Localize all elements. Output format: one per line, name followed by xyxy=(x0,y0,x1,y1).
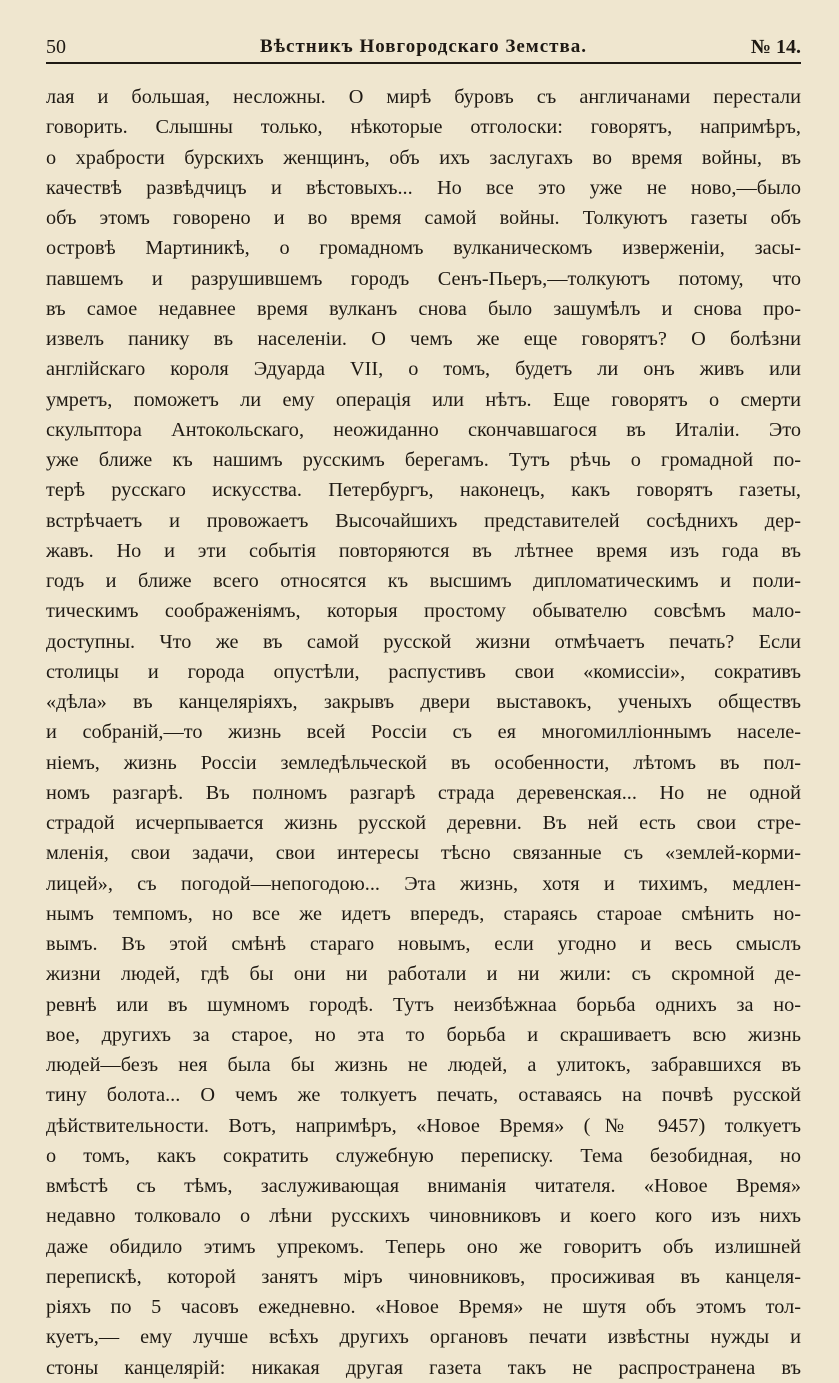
text-line: павшемъ и разрушившемъ городъ Сенъ-Пьеръ,—толкуютъ потому, что xyxy=(46,267,801,290)
text-line: островѣ Мартиникѣ, о громадномъ вулканическомъ изверженіи, засы- xyxy=(46,237,801,260)
text-line: страдой исчерпывается жизнь русской деревни. Въ ней есть свои стре- xyxy=(46,812,801,834)
text-line: тическимъ соображеніямъ, которыя простому обывателю совсѣмъ мало- xyxy=(46,600,801,623)
page-number: 50 xyxy=(46,36,66,58)
text-line: ревнѣ или въ шумномъ городѣ. Тутъ неизбѣжнаа борьба однихъ за но- xyxy=(46,993,801,1016)
text-line: недавно толковало о лѣни русскихъ чиновниковъ и коего кого изъ нихъ xyxy=(46,1205,801,1228)
issue-number: № 14. xyxy=(750,36,801,58)
text-line: ріяхъ по 5 часовъ ежедневно. «Новое Время» не шутя объ этомъ тол- xyxy=(46,1296,801,1318)
text-line: умретъ, поможетъ ли ему операція или нѣтъ. Еще говорятъ о смерти xyxy=(46,388,801,411)
text-line: жизни людей, гдѣ бы они ни работали и ни жили: съ скромной де- xyxy=(46,963,801,986)
text-line: перепискѣ, которой занятъ міръ чиновниковъ, просиживая въ канцеля- xyxy=(46,1265,801,1288)
text-line: куетъ,— ему лучше всѣхъ другихъ органовъ печати извѣстны нужды и xyxy=(46,1326,801,1349)
text-line: лая и большая, несложны. О мирѣ буровъ съ англичанами перестали xyxy=(46,86,801,108)
text-line: доступны. Что же въ самой русской жизни отмѣчаетъ печать? Если xyxy=(46,630,801,653)
text-line: говорить. Слышны только, нѣкоторые отголоски: говорятъ, напримѣръ, xyxy=(46,116,801,139)
text-line: даже обидило этимъ упрекомъ. Теперь оно же говоритъ объ излишней xyxy=(46,1235,801,1258)
text-line: о храбрости бурскихъ женщинъ, объ ихъ заслугахъ во время войны, въ xyxy=(46,146,801,169)
text-line: вое, другихъ за старое, но эта то борьба и скрашиваетъ всю жизнь xyxy=(46,1023,801,1046)
text-line: уже ближе къ нашимъ русскимъ берегамъ. Тутъ рѣчь о громадной по- xyxy=(46,449,801,471)
text-line: встрѣчаетъ и провожаетъ Высочайшихъ представителей сосѣднихъ дер- xyxy=(46,509,801,532)
text-line: жавъ. Но и эти событія повторяются въ лѣтнее время изъ года въ xyxy=(46,539,801,562)
text-line: столицы и города опустѣли, распустивъ свои «комиссіи», сокративъ xyxy=(46,660,801,683)
text-line: людей—безъ нея была бы жизнь не людей, а улитокъ, забравшихся въ xyxy=(46,1054,801,1076)
text-line: вымъ. Въ этой смѣнѣ стараго новымъ, если угодно и весь смыслъ xyxy=(46,933,801,955)
text-line: скульптора Антокольскаго, неожиданно скончавшагося въ Италіи. Это xyxy=(46,418,801,441)
header-rule xyxy=(46,62,801,64)
text-line: о томъ, какъ сократить служебную переписку. Тема безобидная, но xyxy=(46,1144,801,1167)
text-line: извелъ панику въ населеніи. О чемъ же еще говорятъ? О болѣзни xyxy=(46,328,801,350)
text-line: номъ разгарѣ. Въ полномъ разгарѣ страда деревенская... Но не одной xyxy=(46,781,801,804)
body-text xyxy=(46,82,801,1383)
text-line: объ этомъ говорено и во время самой войны. Толкуютъ газеты объ xyxy=(46,207,801,229)
text-line: мленія, свои задачи, свои интересы тѣсно связанные съ «землей-корми- xyxy=(46,842,801,865)
text-line: въ самое недавнее время вулканъ снова было зашумѣлъ и снова про- xyxy=(46,297,801,320)
running-title: Вѣстникъ Новгородскаго Земства. xyxy=(259,36,588,57)
text-line: вмѣстѣ съ тѣмъ, заслуживающая вниманія читателя. «Новое Время» xyxy=(46,1175,801,1197)
text-line: ніемъ, жизнь Россіи земледѣльческой въ особенности, лѣтомъ въ пол- xyxy=(46,751,801,774)
page-header xyxy=(46,30,801,64)
text-line: нымъ темпомъ, но все же идетъ впередъ, стараясь староае смѣнить но- xyxy=(46,902,801,925)
text-line: дѣйствительности. Вотъ, напримѣръ, «Новое Время» (№ 9457) толкуетъ xyxy=(46,1114,801,1137)
text-line: «дѣла» въ канцеляріяхъ, закрывъ двери выставокъ, ученыхъ обществъ xyxy=(46,691,801,713)
text-line: лицей», съ погодой—непогодою... Эта жизнь, хотя и тихимъ, медлен- xyxy=(46,872,801,895)
text-line: англійскаго короля Эдуарда VII, о томъ, будетъ ли онъ живъ или xyxy=(46,358,801,381)
text-line: тину болота... О чемъ же толкуетъ печать, оставаясь на почвѣ русской xyxy=(46,1084,801,1107)
text-line: терѣ русскаго искусства. Петербургъ, наконецъ, какъ говорятъ газеты, xyxy=(46,479,801,502)
text-line: качествѣ развѣдчицъ и вѣстовыхъ... Но все это уже не ново,—было xyxy=(46,176,801,199)
text-line: и собраній,—то жизнь всей Россіи съ ея многомилліоннымъ населе- xyxy=(46,721,801,744)
text-line: стоны канцелярій: никакая другая газета такъ не распространена въ xyxy=(46,1356,801,1379)
text-line: годъ и ближе всего относятся къ высшимъ дипломатическимъ и поли- xyxy=(46,570,801,592)
